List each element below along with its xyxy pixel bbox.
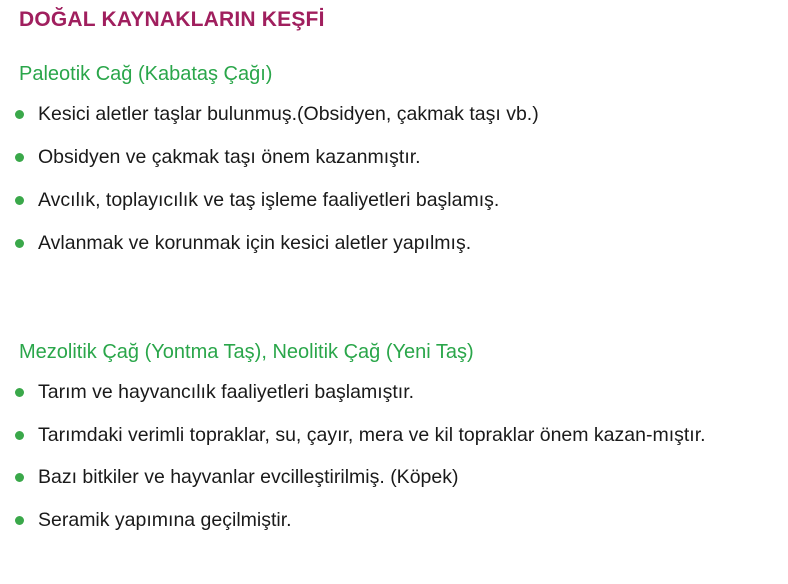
bullet-dot-icon [15,196,24,205]
bullet-dot-icon [15,431,24,440]
list-item-text: Tarımdaki verimli topraklar, su, çayır, mera ve kil topraklar önem kazan-mıştır. [38,424,706,446]
list-item-text: Bazı bitkiler ve hayvanlar evcilleştirilmiş. (Köpek) [38,466,459,488]
list-item-text: Tarım ve hayvancılık faaliyetleri başlamıştır. [38,381,415,403]
bullet-dot-icon [15,473,24,482]
list-item-text: Obsidyen ve çakmak taşı önem kazanmıştır. [38,146,421,168]
list-item [0,377,788,407]
section-heading: Mezolitik Çağ (Yontma Taş), Neolitik Çağ (Yeni Taş) [19,341,474,363]
section-heading: Paleotik Cağ (Kabataş Çağı) [19,63,273,85]
list-item [0,505,788,535]
bullet-dot-icon [15,153,24,162]
list-item [0,462,788,492]
list-item [0,185,788,215]
bullet-dot-icon [15,388,24,397]
list-item [0,420,788,450]
list-item [0,142,788,172]
list-item-text: Seramik yapımına geçilmiştir. [38,509,292,531]
list-item-text: Kesici aletler taşlar bulunmuş.(Obsidyen, çakmak taşı vb.) [38,103,539,125]
bullet-dot-icon [15,516,24,525]
list-item-text: Avcılık, toplayıcılık ve taş işleme faaliyetleri başlamış. [38,189,500,211]
section-mesolithic-neolithic [0,340,788,548]
bullet-list [0,377,788,535]
list-item-text: Avlanmak ve korunmak için kesici aletler yapılmış. [38,232,472,254]
bullet-dot-icon [15,110,24,119]
bullet-list [0,99,788,258]
page-title: DOĞAL KAYNAKLARIN KEŞFİ [19,8,325,31]
bullet-dot-icon [15,239,24,248]
section-paleolithic [0,62,788,271]
list-item [0,228,788,258]
list-item [0,99,788,129]
